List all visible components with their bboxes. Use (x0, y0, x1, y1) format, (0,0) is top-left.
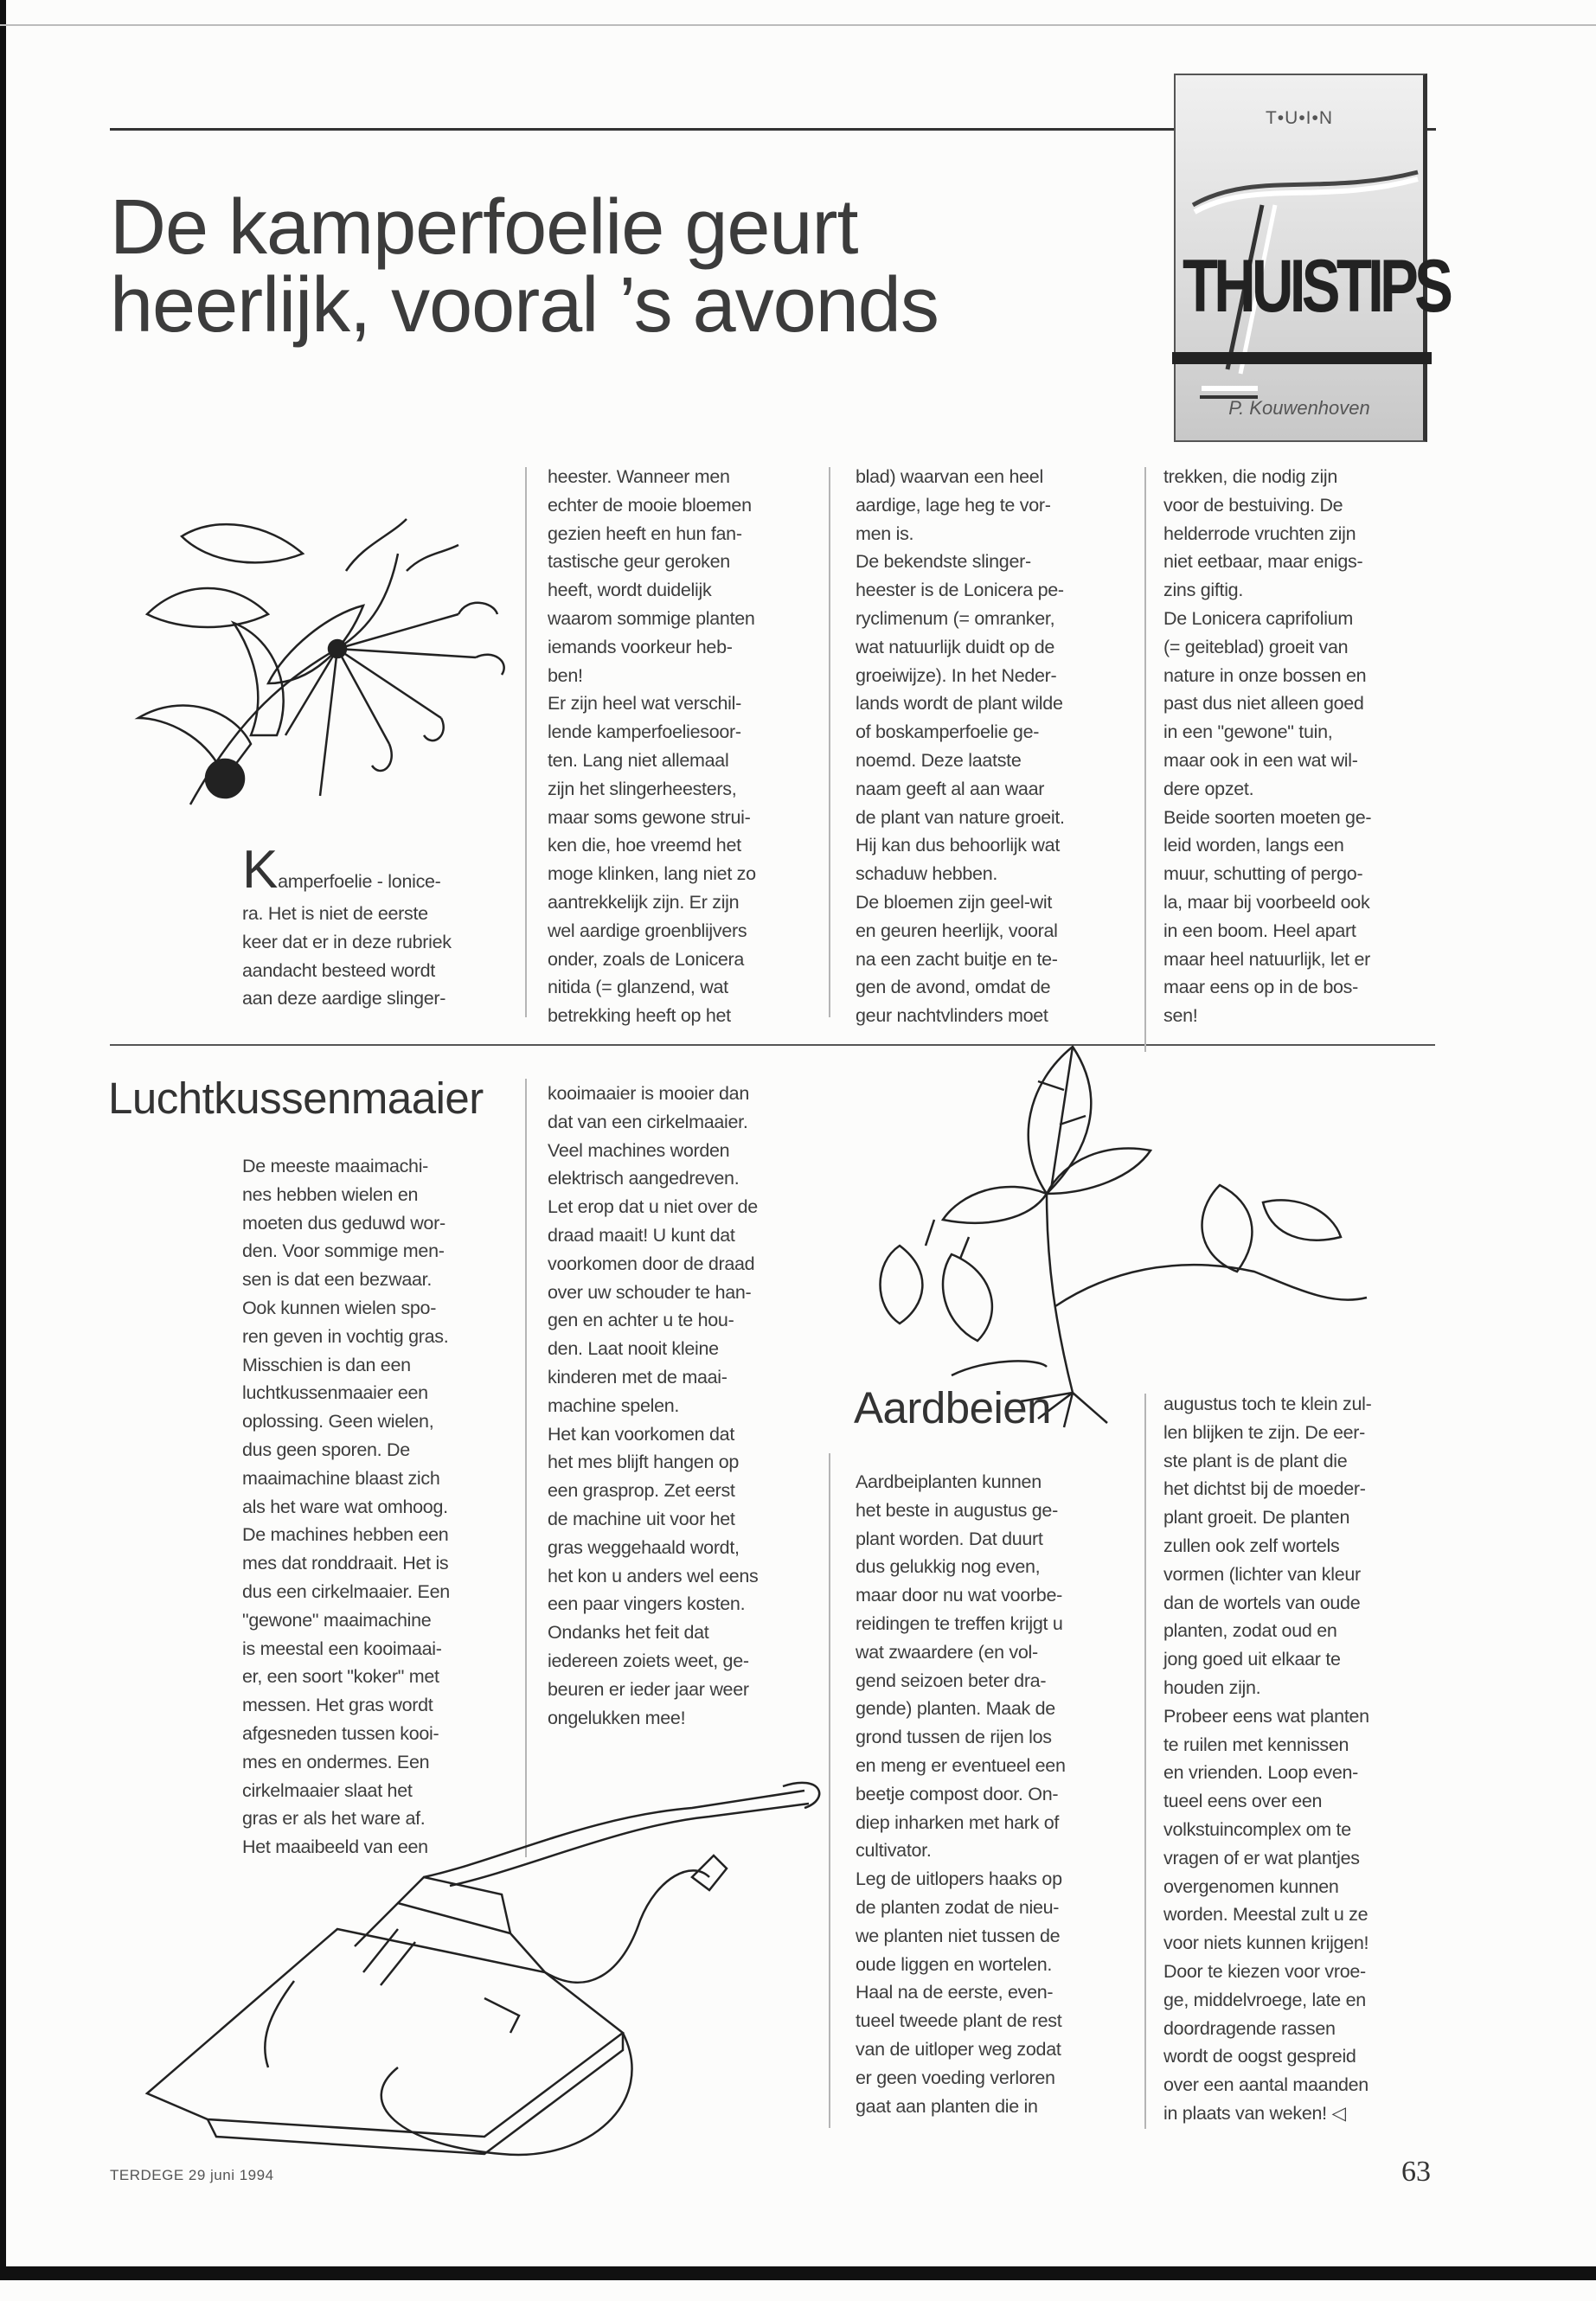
text-line: heester. Wanneer men (548, 466, 730, 487)
text-line: cirkelmaaier slaat het (242, 1779, 413, 1801)
article1-column-1 (242, 840, 519, 1013)
text-line: (= geiteblad) groeit van (1163, 636, 1349, 657)
text-line: van de uitloper weg zodat (856, 2038, 1061, 2060)
text-line: ken die, hoe vreemd het (548, 835, 741, 856)
text-line: een grasprop. Zet eerst (548, 1480, 735, 1502)
page-title (110, 184, 939, 349)
text-line: over uw schouder te han- (548, 1281, 752, 1303)
text-line: Beide soorten moeten ge- (1163, 806, 1372, 828)
text-line: niet eetbaar, maar enigs- (1163, 551, 1363, 573)
text-line: lende kamperfoeliesoor- (548, 721, 741, 743)
text-line: houden zijn. (1163, 1676, 1261, 1698)
logo-bar (1172, 352, 1432, 364)
text-line: schaduw hebben. (856, 863, 998, 885)
text-line: ste plant is de plant die (1163, 1450, 1348, 1471)
text-line: nitida (= glanzend, wat (548, 977, 728, 998)
text-line: gen en achter u te hou- (548, 1310, 734, 1331)
text-line: planten, zodat oud en (1163, 1620, 1337, 1642)
text-line: diep inharken met hark of (856, 1811, 1060, 1833)
logo-series: T•U•I•N (1265, 108, 1334, 128)
text-line: voor de bestuiving. De (1163, 494, 1343, 516)
first-line-text: amperfoelie - lonice- (278, 871, 441, 892)
text-line: en geuren heerlijk, vooral (856, 920, 1058, 941)
column-rule (525, 467, 527, 1017)
text-line: voorkomen door de draad (548, 1253, 755, 1274)
text-line: Er zijn heel wat verschil- (548, 693, 741, 715)
text-line: sen is dat een bezwaar. (242, 1269, 432, 1291)
text-line: draad maait! U kunt dat (548, 1224, 735, 1246)
text-line: het beste in augustus ge- (856, 1499, 1058, 1521)
text-line: betrekking heeft op het (548, 1005, 731, 1027)
text-line: heeft, wordt duidelijk (548, 580, 712, 601)
text-line: de plant van nature groeit. (856, 806, 1065, 828)
text-line: wat natuurlijk duidt op de (856, 636, 1055, 657)
header-rule (110, 128, 1174, 131)
text-line: luchtkussenmaaier een (242, 1382, 428, 1404)
text-line: Door te kiezen voor vroe- (1163, 1960, 1366, 1982)
text-line: Leg de uitlopers haaks op (856, 1868, 1062, 1890)
honeysuckle-illustration (130, 519, 510, 817)
text-line: Probeer eens wat planten (1163, 1705, 1369, 1727)
text-line: in een boom. Heel apart (1163, 920, 1356, 941)
text-line: onder, zoals de Lonicera (548, 948, 745, 970)
text-line: ra. Het is niet de eerste (242, 903, 428, 924)
text-line: Veel machines worden (548, 1139, 730, 1161)
text-line: naam geeft al aan waar (856, 778, 1045, 799)
text-line: trekken, die nodig zijn (1163, 466, 1338, 487)
text-line: volkstuincomplex om te (1163, 1818, 1351, 1840)
text-line: Ondanks het feit dat (548, 1622, 709, 1644)
text-line: in een "gewone" tuin, (1163, 721, 1333, 743)
text-line: jong goed uit elkaar te (1163, 1649, 1341, 1670)
text-line: er geen voeding verloren (856, 2067, 1055, 2088)
text-line: is meestal een kooimaai- (242, 1638, 442, 1659)
article3-column-2 (1163, 1390, 1371, 2128)
text-lines (548, 463, 756, 1030)
text-line: Let erop dat u niet over de (548, 1196, 758, 1218)
column-rule (829, 467, 830, 1017)
text-line: iemands voorkeur heb- (548, 636, 733, 657)
text-line: ongelukken mee! (548, 1707, 686, 1728)
text-line: zijn het slingerheesters, (548, 778, 737, 799)
text-line: moge klinken, lang niet zo (548, 863, 756, 885)
text-line: afgesneden tussen kooi- (242, 1722, 439, 1744)
text-line: gende) planten. Maak de (856, 1698, 1055, 1720)
text-line: of boskamperfoelie ge- (856, 721, 1040, 743)
text-line: aardige, lage heg te vor- (856, 494, 1051, 516)
lawnmower-illustration (138, 1773, 830, 2163)
text-line: men is. (856, 522, 914, 544)
text-line: echter de mooie bloemen (548, 494, 752, 516)
text-line: cultivator. (856, 1840, 932, 1862)
text-line: gaat aan planten die in (856, 2095, 1038, 2117)
text-line: noemd. Deze laatste (856, 749, 1022, 771)
text-line: iedereen zoiets weet, ge- (548, 1650, 749, 1671)
text-line: het mes blijft hangen op (548, 1452, 740, 1473)
text-line: heester is de Lonicera pe- (856, 580, 1064, 601)
text-line: sen! (1163, 1005, 1198, 1027)
text-lines (1163, 1390, 1371, 2128)
text-line: grond tussen de rijen los (856, 1727, 1052, 1748)
text-line: er, een soort "koker" met (242, 1666, 439, 1688)
text-line: tueel eens over een (1163, 1791, 1323, 1812)
text-line: ge, middelvroege, late en (1163, 1989, 1366, 2010)
text-line: gras weggehaald wordt, (548, 1536, 740, 1558)
text-line: ben! (548, 664, 583, 686)
text-line: beetje compost door. On- (856, 1783, 1059, 1804)
text-line: Misschien is dan een (242, 1354, 411, 1375)
article1-column-2 (548, 463, 756, 1030)
text-line: len blijken te zijn. De eer- (1163, 1421, 1365, 1443)
text-line: geur nachtvlinders moet (856, 1005, 1048, 1027)
text-line: plant worden. Dat duurt (856, 1528, 1043, 1549)
text-line: tueel tweede plant de rest (856, 2010, 1062, 2032)
text-line: Het kan voorkomen dat (548, 1423, 734, 1445)
text-line: elektrisch aangedreven. (548, 1168, 740, 1189)
scan-edge-left (0, 0, 6, 2271)
strawberry-plant-illustration (848, 1047, 1367, 1427)
text-line: "gewone" maaimachine (242, 1609, 432, 1631)
text-line: een paar vingers kosten. (548, 1593, 746, 1615)
text-line: De bloemen zijn geel-wit (856, 891, 1053, 913)
text-line: maar eens op in de bos- (1163, 977, 1358, 998)
text-line: past dus niet alleen goed (1163, 693, 1364, 715)
text-line: worden. Meestal zult u ze (1163, 1904, 1368, 1926)
text-line: De Lonicera caprifolium (1163, 607, 1353, 629)
text-line: de machine uit voor het (548, 1508, 735, 1529)
author-name: P. Kouwenhoven (1228, 397, 1370, 419)
text-line: we planten niet tussen de (856, 1925, 1061, 1946)
text-line: muur, schutting of pergo- (1163, 863, 1363, 885)
text-line: blad) waarvan een heel (856, 466, 1043, 487)
heading-luchtkussenmaaier: Luchtkussenmaaier (108, 1074, 484, 1123)
text-line: keer dat er in deze rubriek (242, 931, 452, 952)
text-line: ryclimenum (= omranker, (856, 607, 1055, 629)
text-lines (242, 900, 519, 1013)
text-line: waarom sommige planten (548, 607, 755, 629)
text-line: moeten dus geduwd wor- (242, 1212, 445, 1234)
text-line: maar ook in een wat wil- (1163, 749, 1358, 771)
article1-column-3 (856, 463, 1065, 1030)
text-line: als het ware wat omhoog. (242, 1496, 448, 1517)
article2-column-2 (548, 1080, 759, 1732)
first-line (242, 840, 519, 900)
text-lines (242, 1152, 450, 1862)
text-line: ren geven in vochtig gras. (242, 1325, 449, 1347)
text-line: over een aantal maanden (1163, 2074, 1368, 2096)
text-line: te ruilen met kennissen (1163, 1734, 1349, 1755)
column-rule (1144, 1394, 1146, 2129)
text-line: kooimaaier is mooier dan (548, 1083, 749, 1104)
text-line: De meeste maaimachi- (242, 1156, 429, 1176)
text-line: tastische geur geroken (548, 551, 730, 573)
text-line: lands wordt de plant wilde (856, 693, 1063, 715)
text-line: na een zacht buitje en te- (856, 948, 1058, 970)
text-line: ten. Lang niet allemaal (548, 749, 729, 771)
text-line: den. Laat nooit kleine (548, 1338, 719, 1360)
text-line: oplossing. Geen wielen, (242, 1411, 434, 1433)
article1-column-4 (1163, 463, 1371, 1030)
text-line: nature in onze bossen en (1163, 664, 1367, 686)
text-line: aantrekkelijk zijn. Er zijn (548, 891, 740, 913)
text-line: maar heel natuurlijk, let er (1163, 948, 1370, 970)
column-rule (525, 1079, 527, 1857)
text-line: dus een cirkelmaaier. Een (242, 1580, 450, 1602)
text-line: gezien heeft en hun fan- (548, 522, 742, 544)
text-line: vormen (lichter van kleur (1163, 1563, 1361, 1585)
text-line: Hij kan dus behoorlijk wat (856, 835, 1060, 856)
text-line: en vrienden. Loop even- (1163, 1762, 1358, 1784)
text-line: mes en ondermes. Een (242, 1751, 430, 1772)
text-lines (856, 463, 1065, 1030)
text-line: De machines hebben een (242, 1524, 449, 1546)
text-line: Het maaibeeld van een (242, 1836, 428, 1858)
text-line: oude liggen en wortelen. (856, 1953, 1053, 1975)
text-line: dus gelukkig nog even, (856, 1556, 1041, 1578)
article3-column-1 (856, 1468, 1066, 2120)
text-line: gen de avond, omdat de (856, 977, 1051, 998)
scan-edge-top (0, 24, 1596, 26)
text-line: het kon u anders wel eens (548, 1565, 759, 1586)
logo-name: THUISTIPS (1183, 245, 1450, 328)
text-line: den. Voor sommige men- (242, 1240, 445, 1262)
text-line: groeiwijze). In het Neder- (856, 664, 1057, 686)
text-line: aandacht besteed wordt (242, 959, 435, 981)
title-line-2: heerlijk, vooral ’s avonds (110, 262, 939, 349)
text-line: maar door nu wat voorbe- (856, 1585, 1062, 1606)
text-lines (856, 1468, 1066, 2120)
text-line: doordragende rassen (1163, 2017, 1336, 2039)
text-line: wel aardige groenblijvers (548, 920, 747, 941)
text-line: mes dat ronddraait. Het is (242, 1553, 449, 1574)
text-line: reidingen te treffen krijgt u (856, 1612, 1063, 1634)
text-line: dus geen sporen. De (242, 1439, 410, 1460)
text-line: gend seizoen beter dra- (856, 1670, 1047, 1691)
section-divider (110, 1044, 1435, 1046)
text-lines (548, 1080, 759, 1732)
text-line: maaimachine blaast zich (242, 1467, 440, 1489)
text-line: in plaats van weken! ◁ (1163, 2102, 1346, 2124)
heading-aardbeien: Aardbeien (854, 1383, 1052, 1433)
text-line: machine spelen. (548, 1394, 680, 1416)
title-line-1: De kamperfoelie geurt (110, 184, 858, 271)
text-line: leid worden, langs een (1163, 835, 1344, 856)
text-line: wordt de oogst gespreid (1163, 2046, 1356, 2067)
text-line: nes hebben wielen en (242, 1183, 419, 1205)
text-line: beuren er ieder jaar weer (548, 1678, 749, 1700)
text-line: la, maar bij voorbeeld ook (1163, 891, 1370, 913)
text-line: wat zwaardere (en vol- (856, 1641, 1038, 1663)
text-line: zins giftig. (1163, 580, 1243, 601)
text-line: gras er als het ware af. (242, 1808, 426, 1830)
text-line: en meng er eventueel een (856, 1754, 1066, 1776)
text-lines (1163, 463, 1371, 1030)
text-line: Ook kunnen wielen spo- (242, 1297, 437, 1318)
text-line: augustus toch te klein zul- (1163, 1394, 1372, 1414)
text-line: dere opzet. (1163, 778, 1254, 799)
text-line: dat van een cirkelmaaier. (548, 1111, 748, 1132)
text-line: zullen ook zelf wortels (1163, 1535, 1340, 1556)
text-line: kinderen met de maai- (548, 1366, 727, 1388)
column-rule (829, 1453, 830, 2128)
drop-cap: K (242, 840, 279, 900)
thuistips-logo (1174, 74, 1450, 442)
text-line: vragen of er wat plantjes (1163, 1847, 1360, 1868)
publication-info: TERDEGE 29 juni 1994 (110, 2167, 274, 2183)
text-line: plant groeit. De planten (1163, 1507, 1350, 1529)
page-number: 63 (1401, 2156, 1431, 2188)
text-line: Haal na de eerste, even- (856, 1982, 1054, 2003)
scan-edge-bottom (0, 2266, 1596, 2280)
text-line: helderrode vruchten zijn (1163, 522, 1356, 544)
text-line: messen. Het gras wordt (242, 1695, 433, 1716)
article2-column-1 (242, 1152, 450, 1862)
text-line: de planten zodat de nieu- (856, 1896, 1060, 1918)
text-line: De bekendste slinger- (856, 551, 1031, 573)
text-line: overgenomen kunnen (1163, 1875, 1339, 1897)
text-line: aan deze aardige slinger- (242, 988, 446, 1009)
text-line: dan de wortels van oude (1163, 1592, 1361, 1613)
column-rule (1144, 467, 1146, 1052)
text-line: voor niets kunnen krijgen! (1163, 1932, 1369, 1954)
text-line: het dichtst bij de moeder- (1163, 1478, 1366, 1500)
text-line: Aardbeiplanten kunnen (856, 1471, 1042, 1492)
text-line: maar soms gewone strui- (548, 806, 751, 828)
